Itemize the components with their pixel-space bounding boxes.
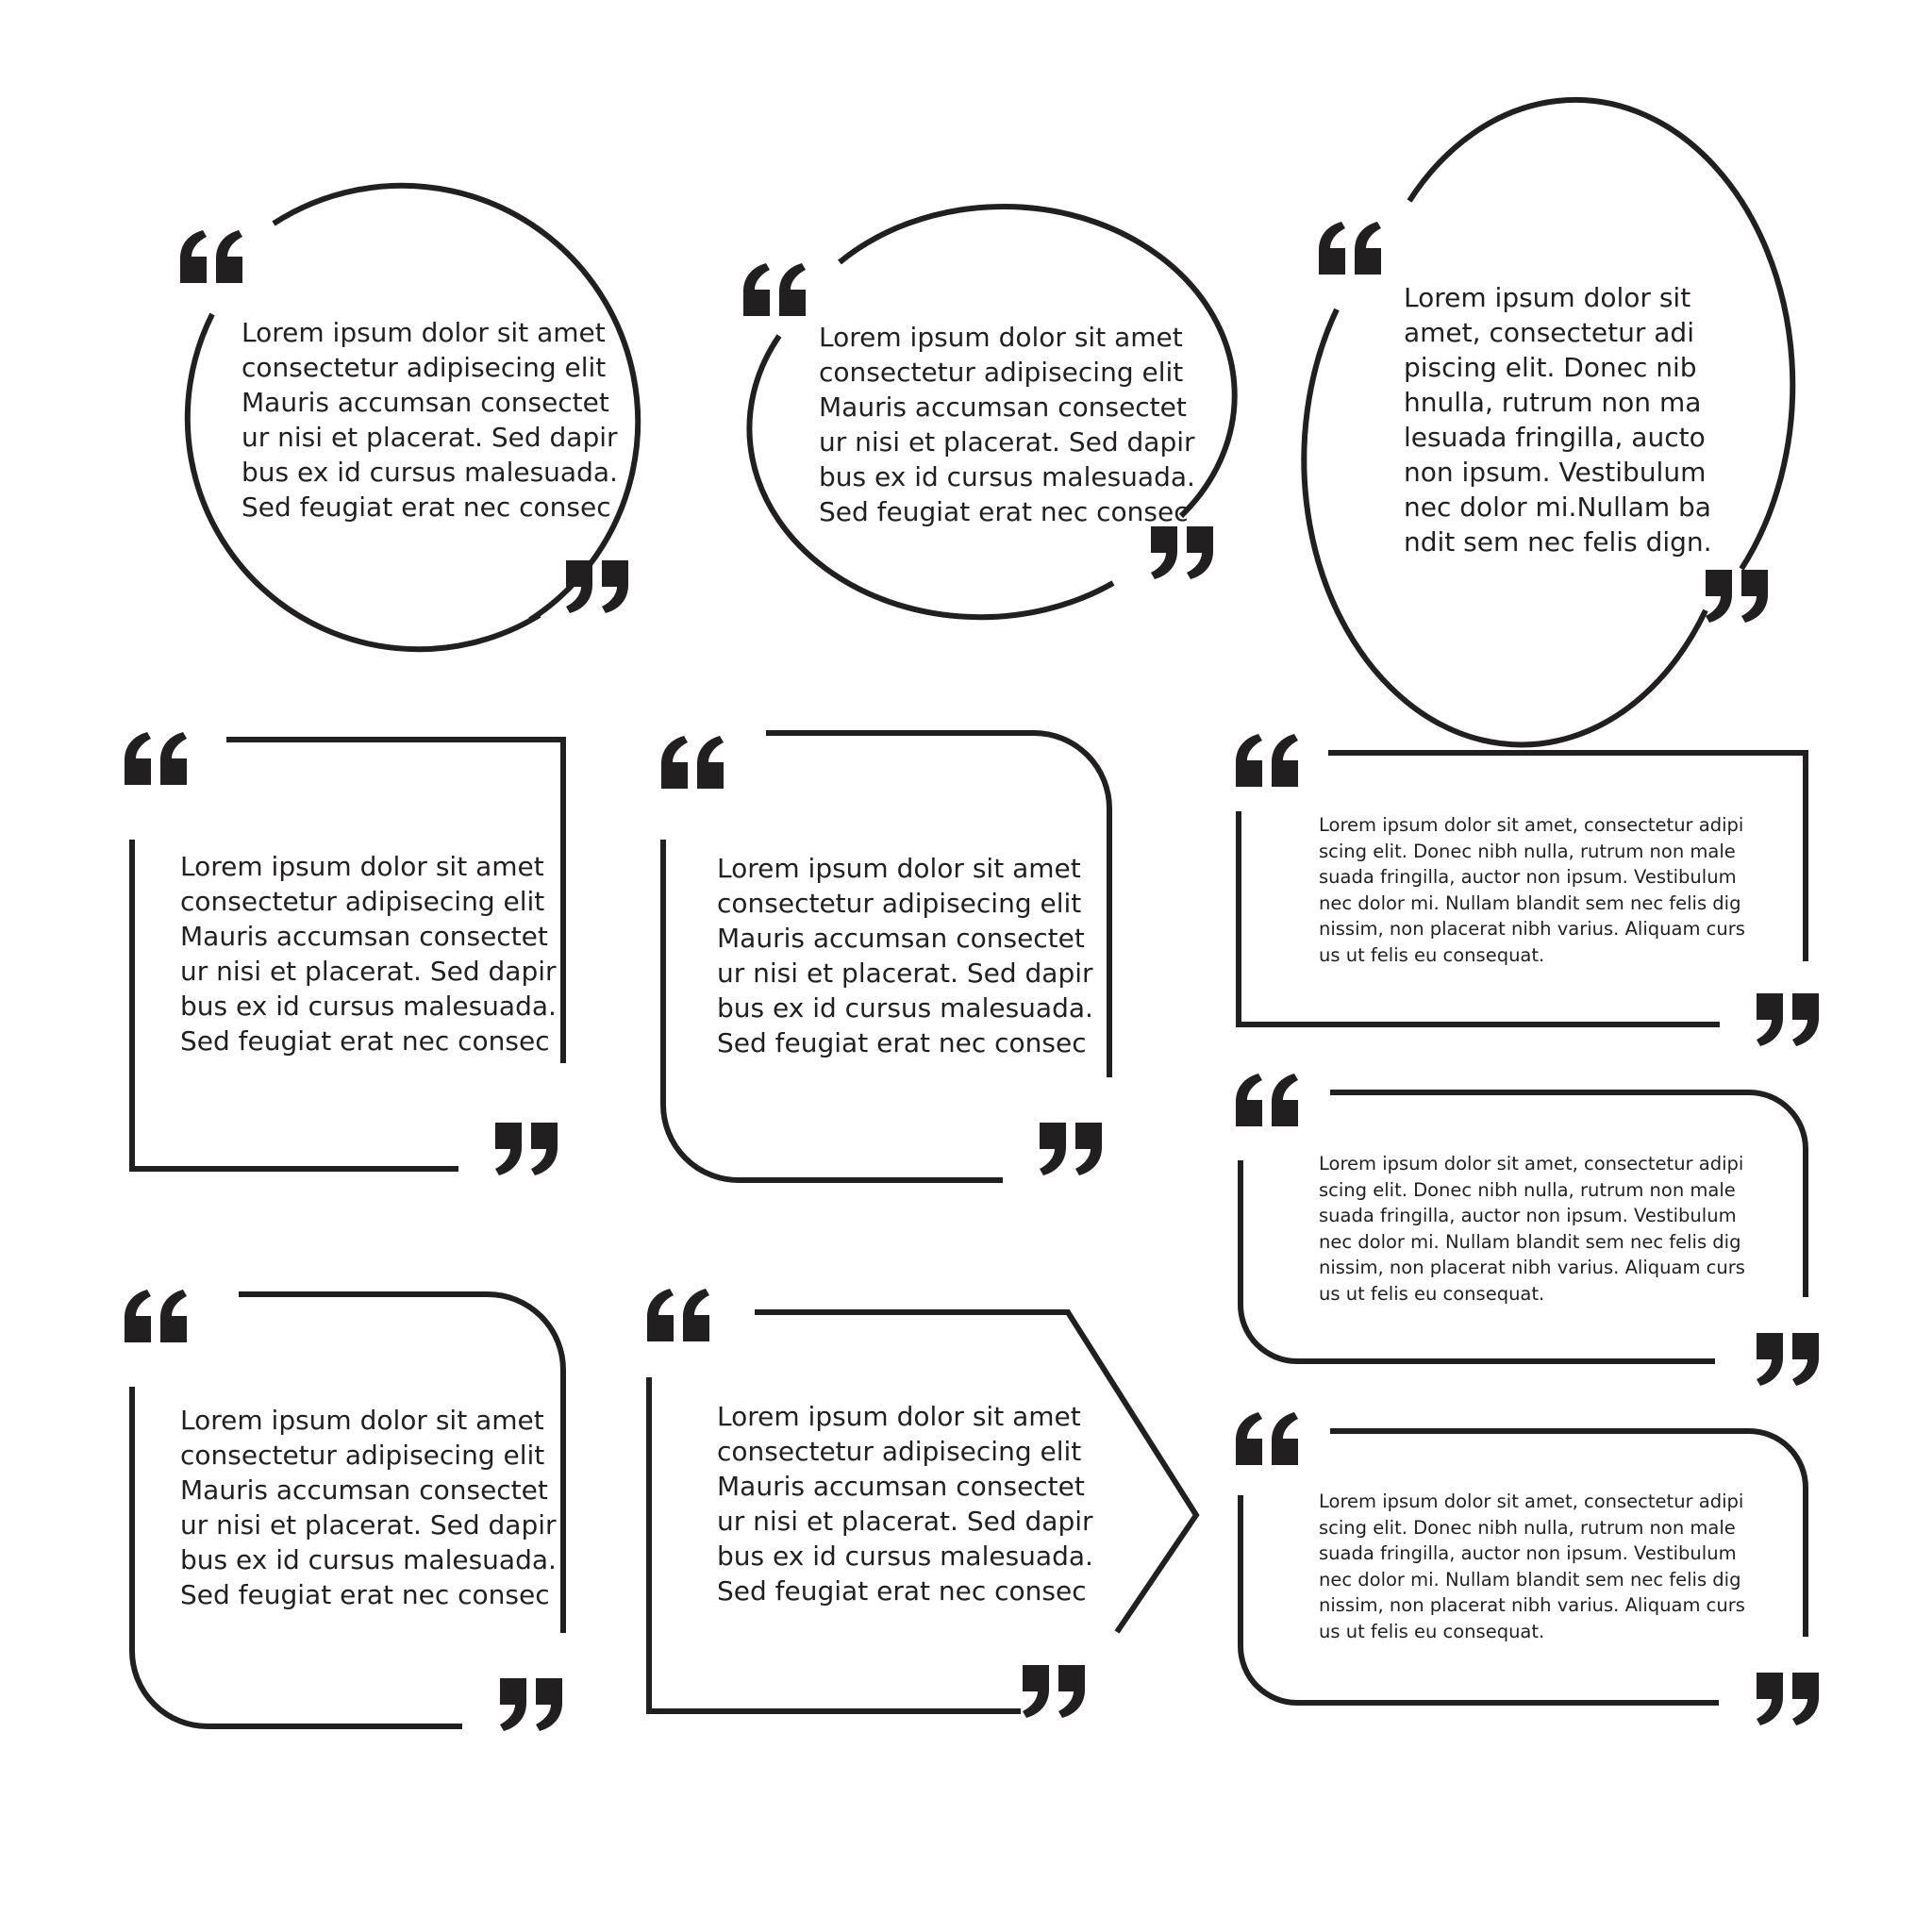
- quote-text-wide-rounded-diagonal-1: Lorem ipsum dolor sit amet, consectetur adipi scing elit. Donec nibh nulla, rutrum non male suada fringilla, auctor non ipsum. Vestibulum nec dolor mi. Nullam blandit sem nec felis dig nissim, non placerat nibh varius. Aliquam curs us ut felis eu consequat.: [1319, 1153, 1745, 1305]
- quote-text-rounded-diagonal: Lorem ipsum dolor sit amet consectetur adipisecing elit Mauris accumsan consectet ur nisi et placerat. Sed dapir bus ex id cursus malesuada. Sed feugiat erat nec consec: [717, 853, 1093, 1058]
- quote-text-wide-rounded-diagonal-2: Lorem ipsum dolor sit amet, consectetur adipi scing elit. Donec nibh nulla, rutrum non male suada fringilla, auctor non ipsum. Vestibulum nec dolor mi. Nullam blandit sem nec felis dig nissim, non placerat nibh varius. Aliquam curs us ut felis eu consequat.: [1319, 1491, 1745, 1642]
- quote-text-wide-square: Lorem ipsum dolor sit amet, consectetur adipi scing elit. Donec nibh nulla, rutrum non male suada fringilla, auctor non ipsum. Vestibulum nec dolor mi. Nullam blandit sem nec felis dig nissim, non placerat nibh varius. Aliquam curs us ut felis eu consequat.: [1319, 814, 1745, 966]
- quote-text-square: Lorem ipsum dolor sit amet consectetur adipisecing elit Mauris accumsan consectet ur nisi et placerat. Sed dapir bus ex id cursus malesuada. Sed feugiat erat nec consec: [180, 851, 557, 1057]
- quote-text-rounded-diagonal-alt: Lorem ipsum dolor sit amet consectetur adipisecing elit Mauris accumsan consectet ur nisi et placerat. Sed dapir bus ex id cursus malesuada. Sed feugiat erat nec consec: [180, 1405, 557, 1610]
- quote-text-ellipse-vertical: Lorem ipsum dolor sit amet, consectetur adi piscing elit. Donec nib hnulla, rutrum non ma lesuada fringilla, aucto non ipsum. Vestibulum nec dolor mi.Nullam ba ndit sem nec felis dign.: [1404, 282, 1712, 558]
- quote-text-circle: Lorem ipsum dolor sit amet consectetur adipisecing elit Mauris accumsan consectet ur nisi et placerat. Sed dapir bus ex id cursus malesuada. Sed feugiat erat nec consec: [242, 317, 618, 523]
- quote-text-ellipse-horizontal: Lorem ipsum dolor sit amet consectetur adipisecing elit Mauris accumsan consectet ur nisi et placerat. Sed dapir bus ex id cursus malesuada. Sed feugiat erat nec consec: [819, 322, 1195, 527]
- quote-text-arrow: Lorem ipsum dolor sit amet consectetur adipisecing elit Mauris accumsan consectet ur nisi et placerat. Sed dapir bus ex id cursus malesuada. Sed feugiat erat nec consec: [717, 1401, 1093, 1607]
